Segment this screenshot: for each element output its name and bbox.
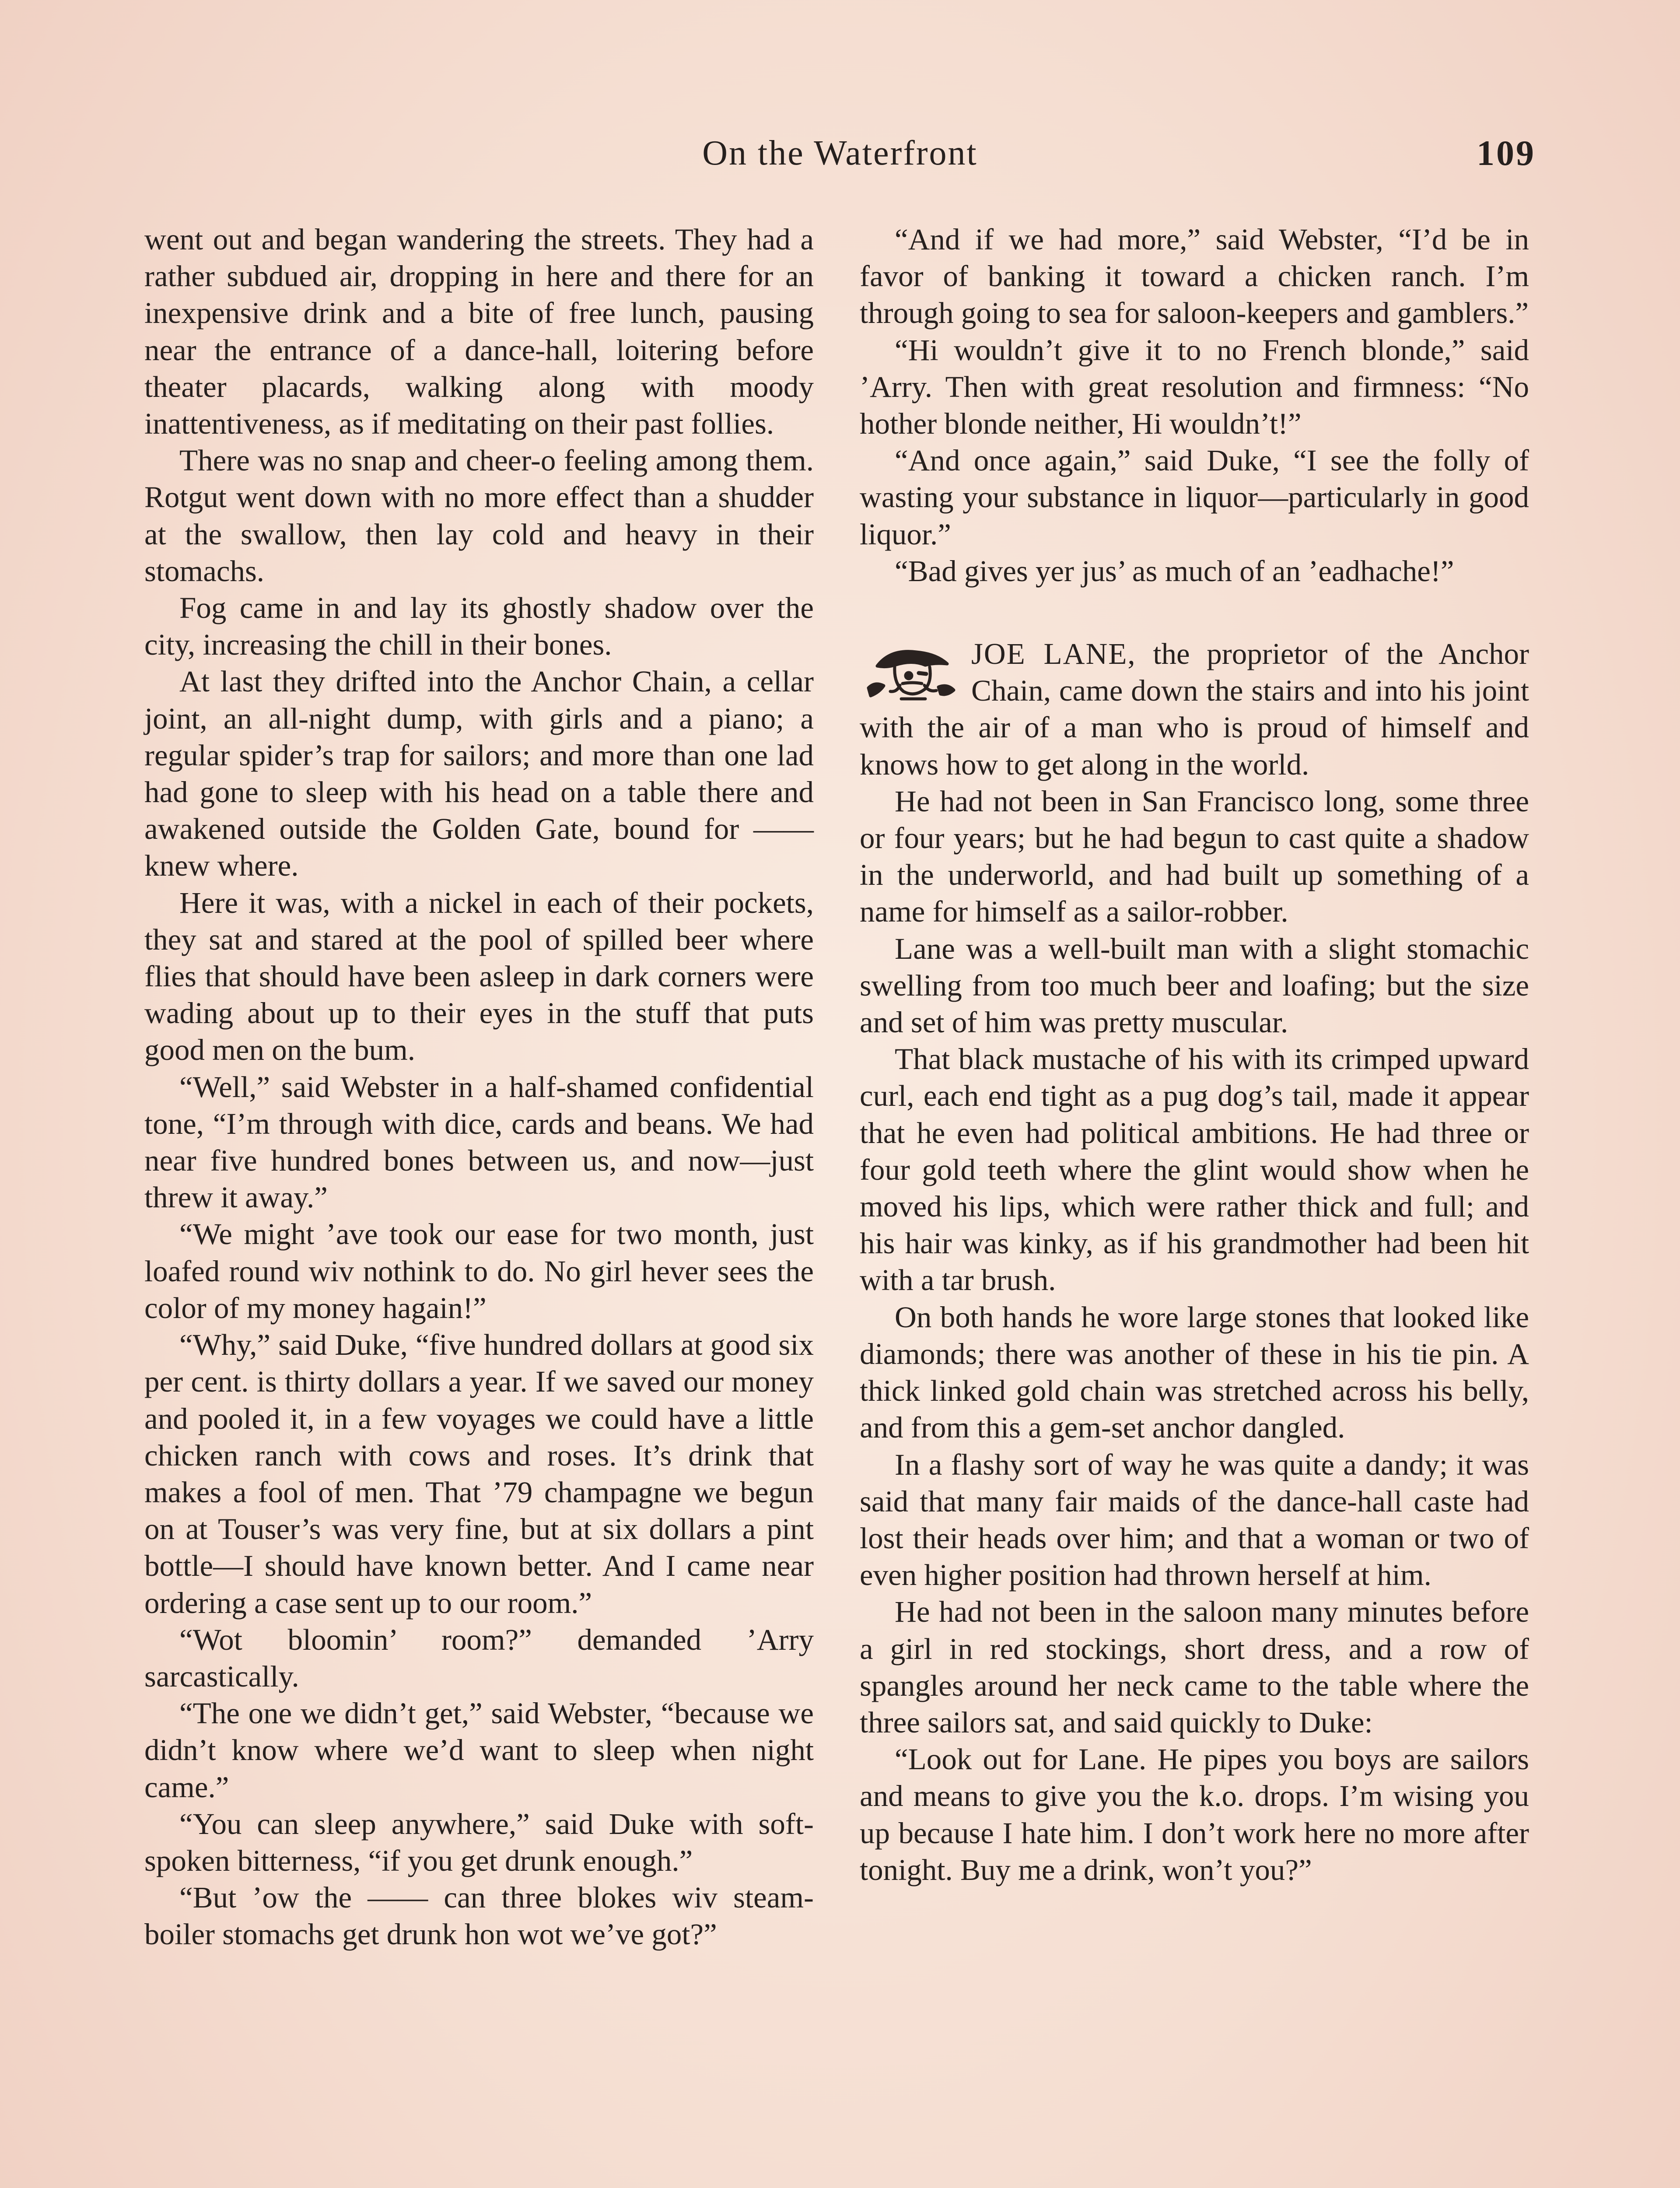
paragraph: “We might ’ave took our ease for two month, just loafed round wiv nothink to do. No girl hever sees the color of my money hagain!” [144, 1217, 814, 1325]
paragraph: There was no snap and cheer-o feeling among them. Rotgut went down with no more effect than a shudder at the swallow, then lay cold and heavy in their stomachs. [144, 444, 814, 588]
paragraph: That black mustache of his with its crimped upward curl, each end tight as a pug dog’s tail, made it appear that he even had political ambitions. He had three or four gold teeth where the glint would show when he moved his lips, which were rather thick and full; and his hair was kinky, as if his grandmother had been hit with a tar brush. [860, 1042, 1529, 1297]
paragraph: He had not been in San Francisco long, some three or four years; but he had begun to cast quite a shadow in the underworld, and had built up something of a name for himself as a sailor-robber. [860, 784, 1529, 929]
pirate-head-icon [860, 635, 967, 709]
paragraph: Here it was, with a nickel in each of their pockets, they sat and stared at the pool of spilled beer where flies that should have been asleep in dark corners were wading about up to their eyes in the stuff that puts good men on the bum. [144, 886, 814, 1067]
paragraph: He had not been in the saloon many minutes before a girl in red stockings, short dress, and a row of spangles around her neck came to the table where the three sailors sat, and said quickly to Duke: [860, 1595, 1529, 1739]
paragraph: “You can sleep anywhere,” said Duke with soft-spoken bitterness, “if you get drunk enough.” [144, 1807, 814, 1877]
section-opening-text: the proprietor of the Anchor Chain, came down the stairs and into his joint with the air of a man who is proud of himself and knows how to get along in the world. [860, 637, 1529, 781]
paragraph: In a flashy sort of way he was quite a dandy; it was said that many fair maids of the dance-hall caste had lost their heads over him; and that a woman or two of even higher position had thrown herself at him. [860, 1448, 1529, 1592]
page-number: 109 [1477, 133, 1536, 173]
section-lead-in: JOE LANE, [971, 637, 1136, 671]
paragraph: “But ’ow the —— can three blokes wiv steam-boiler stomachs get drunk hon wot we’ve got?” [144, 1881, 814, 1951]
paragraph: “And if we had more,” said Webster, “I’d be in favor of banking it toward a chicken ranch. I’m through going to sea for saloon-keepers and gamblers.” [860, 223, 1529, 330]
paragraph: “The one we didn’t get,” said Webster, “because we didn’t know where we’d want to sleep when night came.” [144, 1697, 814, 1804]
running-title: On the Waterfront [702, 134, 978, 172]
running-head [144, 127, 1536, 179]
paragraph: “Look out for Lane. He pipes you boys are sailors and means to give you the k.o. drops. I’m wising you up because I hate him. I don’t work here no more after tonight. Buy me a drink, won’t you?” [860, 1743, 1529, 1886]
paragraph: “Well,” said Webster in a half-shamed confidential tone, “I’m through with dice, cards and beans. We had near five hundred bones between us, and now—just threw it away.” [144, 1070, 814, 1214]
paragraph: went out and began wandering the streets. They had a rather subdued air, dropping in here and there for an inexpensive drink and a bite of free lunch, pausing near the entrance of a dance-hall, loitering before theater placards, walking along with moody inattentiveness, as if meditating on their past follies. [144, 223, 814, 441]
section-opening-paragraph [860, 635, 1529, 783]
paragraph: On both hands he wore large stones that looked like diamonds; there was another of these in his tie pin. A thick linked gold chain was stretched across his belly, and from this a gem-set anchor dangled. [860, 1300, 1529, 1445]
paragraph: “And once again,” said Duke, “I see the folly of wasting your substance in liquor—particularly in good liquor.” [860, 444, 1529, 551]
paragraph: “Wot bloomin’ room?” demanded ’Arry sarcastically. [144, 1623, 814, 1693]
paragraph: At last they drifted into the Anchor Chain, a cellar joint, an all-night dump, with girls and a piano; a regular spider’s trap for sailors; and more than one lad had gone to sleep with his head on a table there and awakened outside the Golden Gate, bound for —— knew where. [144, 665, 814, 883]
section-break [860, 589, 1529, 635]
paragraph: “Why,” said Duke, “five hundred dollars at good six per cent. is thirty dollars a year. If we saved our money and pooled it, in a few voyages we could have a little chicken ranch with cows and roses. It’s drink that makes a fool of men. That ’79 champagne we begun on at Touser’s was very fine, but at six dollars a pint bottle—I should have known better. And I came near ordering a case sent up to our room.” [144, 1328, 814, 1620]
paragraph: Fog came in and lay its ghostly shadow over the city, increasing the chill in their bones. [144, 591, 814, 662]
paragraph: “Bad gives yer jus’ as much of an ’eadhache!” [895, 554, 1454, 588]
paragraph: “Hi wouldn’t give it to no French blonde,” said ’Arry. Then with great resolution and firmness: “No hother blonde neither, Hi wouldn’t!” [860, 333, 1529, 441]
right-column [860, 221, 1529, 1888]
paragraph: Lane was a well-built man with a slight stomachic swelling from too much beer and loafing; but the size and set of him was pretty muscular. [860, 932, 1529, 1039]
left-column [144, 221, 814, 1953]
